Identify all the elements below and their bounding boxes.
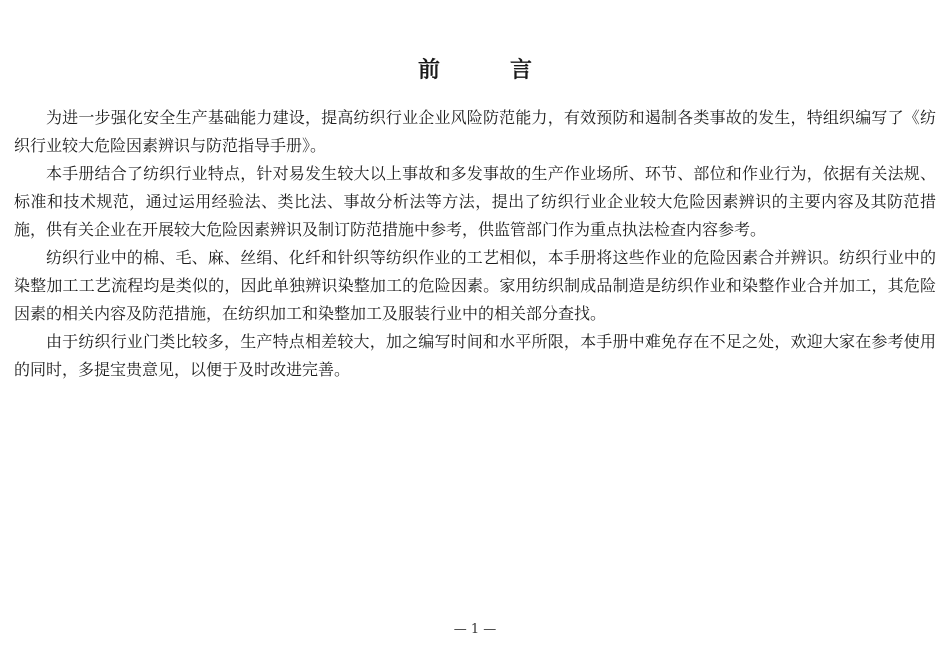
- preface-body: [14, 104, 936, 384]
- page-title: 前 言: [417, 57, 556, 83]
- paragraph-4: 由于纺织行业门类比较多，生产特点相差较大，加之编写时间和水平所限，本手册中难免存在不足之处，欢迎大家在参考使用的同时，多提宝贵意见，以便于及时改进完善。: [14, 332, 936, 379]
- paragraph-3: 纺织行业中的棉、毛、麻、丝绢、化纤和针织等纺织作业的工艺相似，本手册将这些作业的危险因素合并辨识。纺织行业中的染整加工工艺流程均是类似的，因此单独辨识染整加工的危险因素。家用纺织制成品制造是纺织作业和染整作业合并加工，其危险因素的相关内容及防范措施，在纺织加工和染整加工及服装行业中的相关部分查找。: [14, 248, 936, 323]
- paragraph-1: 为进一步强化安全生产基础能力建设，提高纺织行业企业风险防范能力，有效预防和遏制各类事故的发生，特组织编写了《纺织行业较大危险因素辨识与防范指导手册》。: [14, 108, 936, 155]
- paragraph-2: 本手册结合了纺织行业特点，针对易发生较大以上事故和多发事故的生产作业场所、环节、部位和作业行为，依据有关法规、标准和技术规范，通过运用经验法、类比法、事故分析法等方法，提出了纺织行业企业较大危险因素辨识的主要内容及其防范措施，供有关企业在开展较大危险因素辨识及制订防范措施中参考，供监管部门作为重点执法检查内容参考。: [14, 164, 936, 239]
- page-number: — 1 —: [453, 622, 497, 637]
